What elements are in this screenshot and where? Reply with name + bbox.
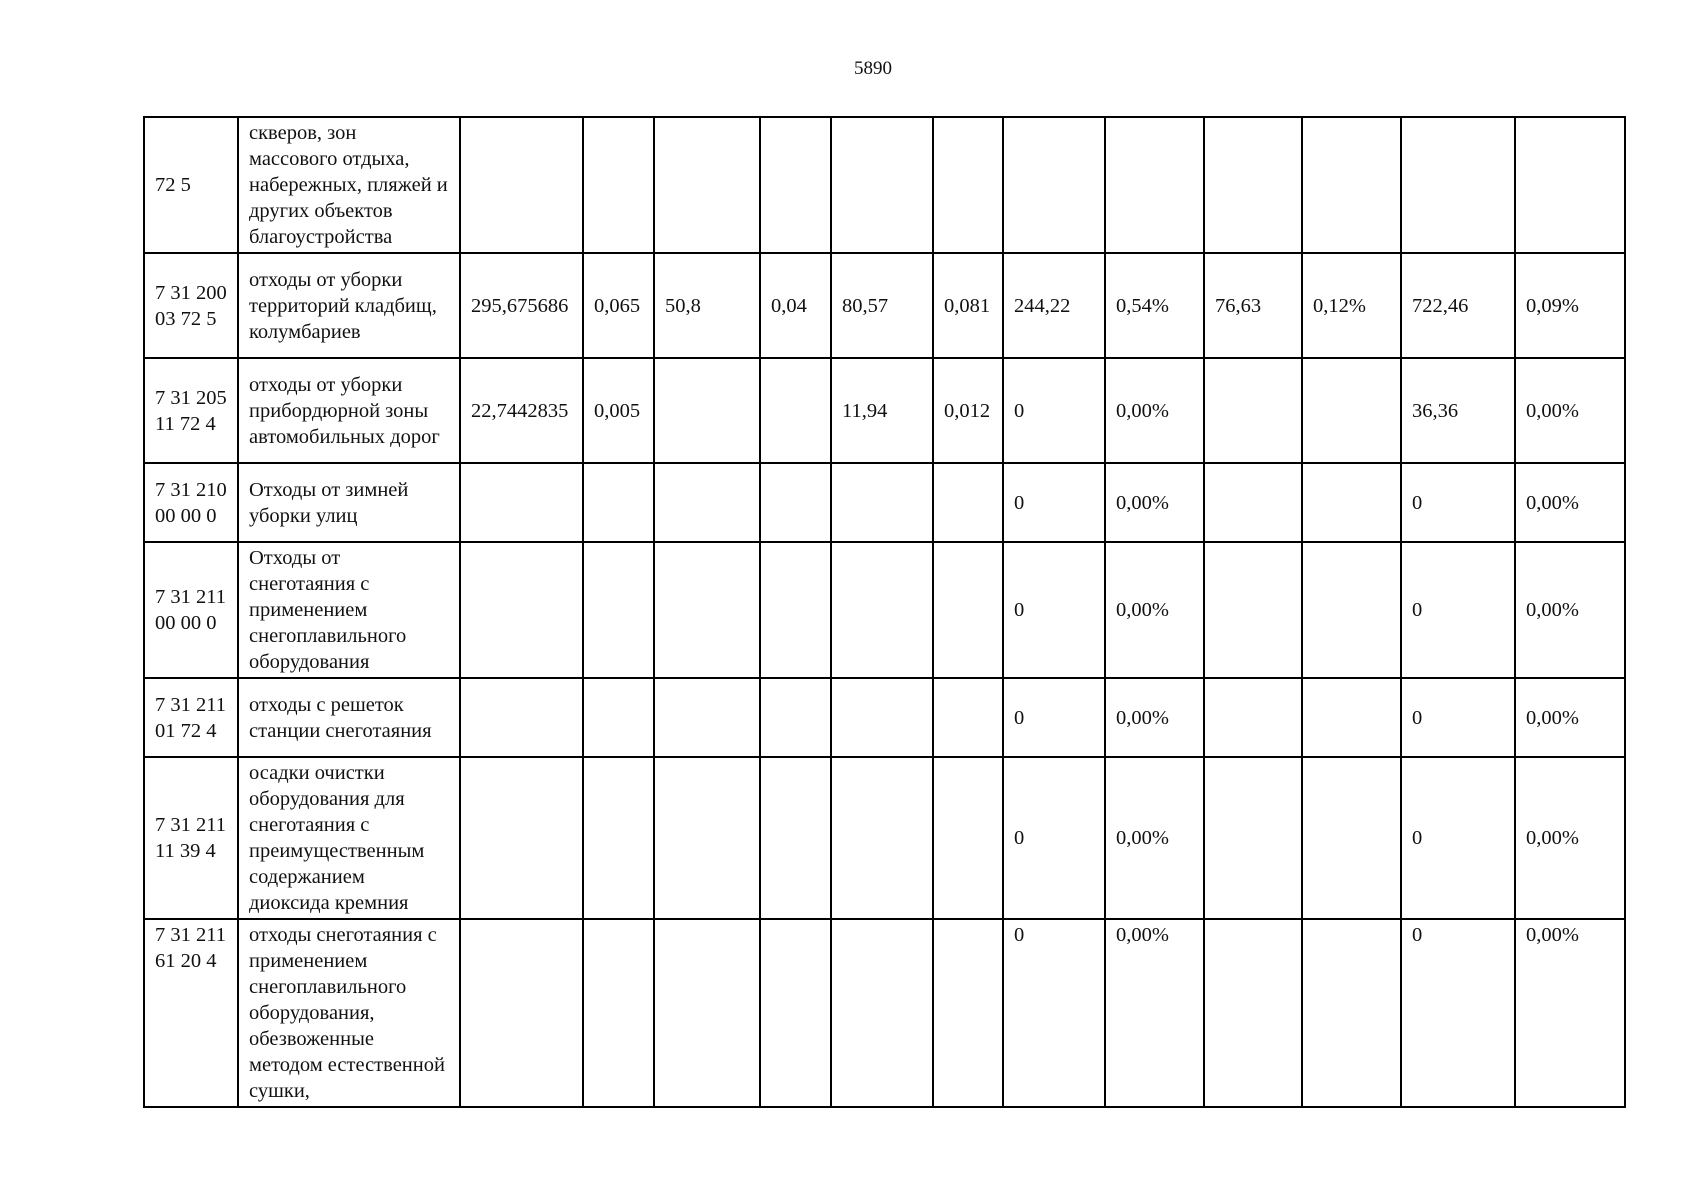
- page-number: 5890: [854, 58, 892, 79]
- value-cell: 0,065: [583, 253, 654, 358]
- value-cell: [760, 463, 831, 542]
- value-cell: [933, 463, 1003, 542]
- value-cell: 0: [1003, 678, 1105, 757]
- value-cell: 0,00%: [1105, 542, 1204, 678]
- value-cell: 0,00%: [1105, 358, 1204, 463]
- value-cell: [1302, 919, 1401, 1107]
- value-cell: [831, 757, 933, 919]
- value-cell: 0,00%: [1515, 542, 1625, 678]
- value-cell: [583, 919, 654, 1107]
- value-cell: [1204, 542, 1302, 678]
- value-cell: 0,00%: [1515, 678, 1625, 757]
- value-cell: 0,00%: [1105, 919, 1204, 1107]
- code-cell: 7 31 211 01 72 4: [144, 678, 238, 757]
- value-cell: [654, 678, 760, 757]
- table-row: [144, 253, 1625, 358]
- value-cell: [654, 358, 760, 463]
- value-cell: [654, 919, 760, 1107]
- value-cell: [583, 117, 654, 253]
- value-cell: 0: [1401, 919, 1515, 1107]
- name-cell: отходы с решеток станции снеготаяния: [238, 678, 460, 757]
- value-cell: 76,63: [1204, 253, 1302, 358]
- value-cell: [760, 358, 831, 463]
- value-cell: 244,22: [1003, 253, 1105, 358]
- name-cell: осадки очистки оборудования для снеготаяния с преимущественным содержанием диоксида кремния: [238, 757, 460, 919]
- value-cell: [460, 919, 583, 1107]
- code-cell: 7 31 211 00 00 0: [144, 542, 238, 678]
- value-cell: 0,00%: [1515, 463, 1625, 542]
- value-cell: 22,7442835: [460, 358, 583, 463]
- code-cell: 7 31 211 11 39 4: [144, 757, 238, 919]
- table-row: [144, 542, 1625, 678]
- value-cell: [933, 542, 1003, 678]
- value-cell: 0,005: [583, 358, 654, 463]
- code-cell: 7 31 200 03 72 5: [144, 253, 238, 358]
- value-cell: 0,00%: [1105, 463, 1204, 542]
- value-cell: [583, 757, 654, 919]
- value-cell: [654, 117, 760, 253]
- table-row: [144, 919, 1625, 1107]
- value-cell: 0,081: [933, 253, 1003, 358]
- value-cell: [654, 542, 760, 678]
- value-cell: 0,00%: [1515, 919, 1625, 1107]
- value-cell: 11,94: [831, 358, 933, 463]
- name-cell: скверов, зон массового отдыха, набережных, пляжей и других объектов благоустройства: [238, 117, 460, 253]
- value-cell: 80,57: [831, 253, 933, 358]
- value-cell: [1302, 358, 1401, 463]
- value-cell: [933, 117, 1003, 253]
- value-cell: [1204, 678, 1302, 757]
- value-cell: [1204, 463, 1302, 542]
- value-cell: [1515, 117, 1625, 253]
- value-cell: [831, 678, 933, 757]
- value-cell: 0: [1003, 757, 1105, 919]
- value-cell: 0,00%: [1515, 358, 1625, 463]
- table-row: [144, 678, 1625, 757]
- value-cell: 0: [1401, 678, 1515, 757]
- value-cell: [1401, 117, 1515, 253]
- value-cell: [1302, 117, 1401, 253]
- value-cell: [760, 117, 831, 253]
- value-cell: [1302, 542, 1401, 678]
- value-cell: 0,00%: [1105, 678, 1204, 757]
- value-cell: [460, 117, 583, 253]
- table-row: [144, 463, 1625, 542]
- code-cell: 7 31 205 11 72 4: [144, 358, 238, 463]
- value-cell: [760, 919, 831, 1107]
- table-row: [144, 358, 1625, 463]
- value-cell: [760, 678, 831, 757]
- name-cell: Отходы от зимней уборки улиц: [238, 463, 460, 542]
- name-cell: отходы снеготаяния с применением снегоплавильного оборудования, обезвоженные методом естественной сушки,: [238, 919, 460, 1107]
- waste-table: [143, 116, 1626, 1108]
- value-cell: 0: [1003, 919, 1105, 1107]
- value-cell: 0,00%: [1105, 757, 1204, 919]
- value-cell: [933, 757, 1003, 919]
- value-cell: [831, 542, 933, 678]
- value-cell: [460, 678, 583, 757]
- code-cell: 7 31 211 61 20 4: [144, 919, 238, 1107]
- table-row: [144, 757, 1625, 919]
- value-cell: [583, 678, 654, 757]
- value-cell: 0,00%: [1515, 757, 1625, 919]
- value-cell: 0: [1003, 463, 1105, 542]
- value-cell: [1204, 358, 1302, 463]
- value-cell: [1105, 117, 1204, 253]
- value-cell: 0,09%: [1515, 253, 1625, 358]
- value-cell: [1204, 757, 1302, 919]
- name-cell: отходы от уборки территорий кладбищ, колумбариев: [238, 253, 460, 358]
- value-cell: 295,675686: [460, 253, 583, 358]
- value-cell: [760, 757, 831, 919]
- value-cell: 0: [1003, 358, 1105, 463]
- value-cell: 0: [1401, 757, 1515, 919]
- value-cell: [933, 919, 1003, 1107]
- value-cell: [1003, 117, 1105, 253]
- value-cell: [583, 542, 654, 678]
- value-cell: 0,012: [933, 358, 1003, 463]
- value-cell: 50,8: [654, 253, 760, 358]
- value-cell: [1204, 117, 1302, 253]
- value-cell: [583, 463, 654, 542]
- value-cell: 0: [1003, 542, 1105, 678]
- value-cell: [1204, 919, 1302, 1107]
- value-cell: [460, 542, 583, 678]
- value-cell: [1302, 757, 1401, 919]
- value-cell: 0,04: [760, 253, 831, 358]
- value-cell: 0,12%: [1302, 253, 1401, 358]
- code-cell: 72 5: [144, 117, 238, 253]
- value-cell: [1302, 678, 1401, 757]
- value-cell: [760, 542, 831, 678]
- value-cell: 0: [1401, 542, 1515, 678]
- value-cell: [933, 678, 1003, 757]
- value-cell: [654, 463, 760, 542]
- value-cell: [654, 757, 760, 919]
- value-cell: [1302, 463, 1401, 542]
- value-cell: 722,46: [1401, 253, 1515, 358]
- value-cell: [460, 463, 583, 542]
- name-cell: Отходы от снеготаяния с применением снегоплавильного оборудования: [238, 542, 460, 678]
- value-cell: [831, 463, 933, 542]
- value-cell: 0: [1401, 463, 1515, 542]
- table-row: [144, 117, 1625, 253]
- value-cell: [831, 919, 933, 1107]
- code-cell: 7 31 210 00 00 0: [144, 463, 238, 542]
- value-cell: [831, 117, 933, 253]
- value-cell: 0,54%: [1105, 253, 1204, 358]
- name-cell: отходы от уборки прибордюрной зоны автомобильных дорог: [238, 358, 460, 463]
- value-cell: [460, 757, 583, 919]
- value-cell: 36,36: [1401, 358, 1515, 463]
